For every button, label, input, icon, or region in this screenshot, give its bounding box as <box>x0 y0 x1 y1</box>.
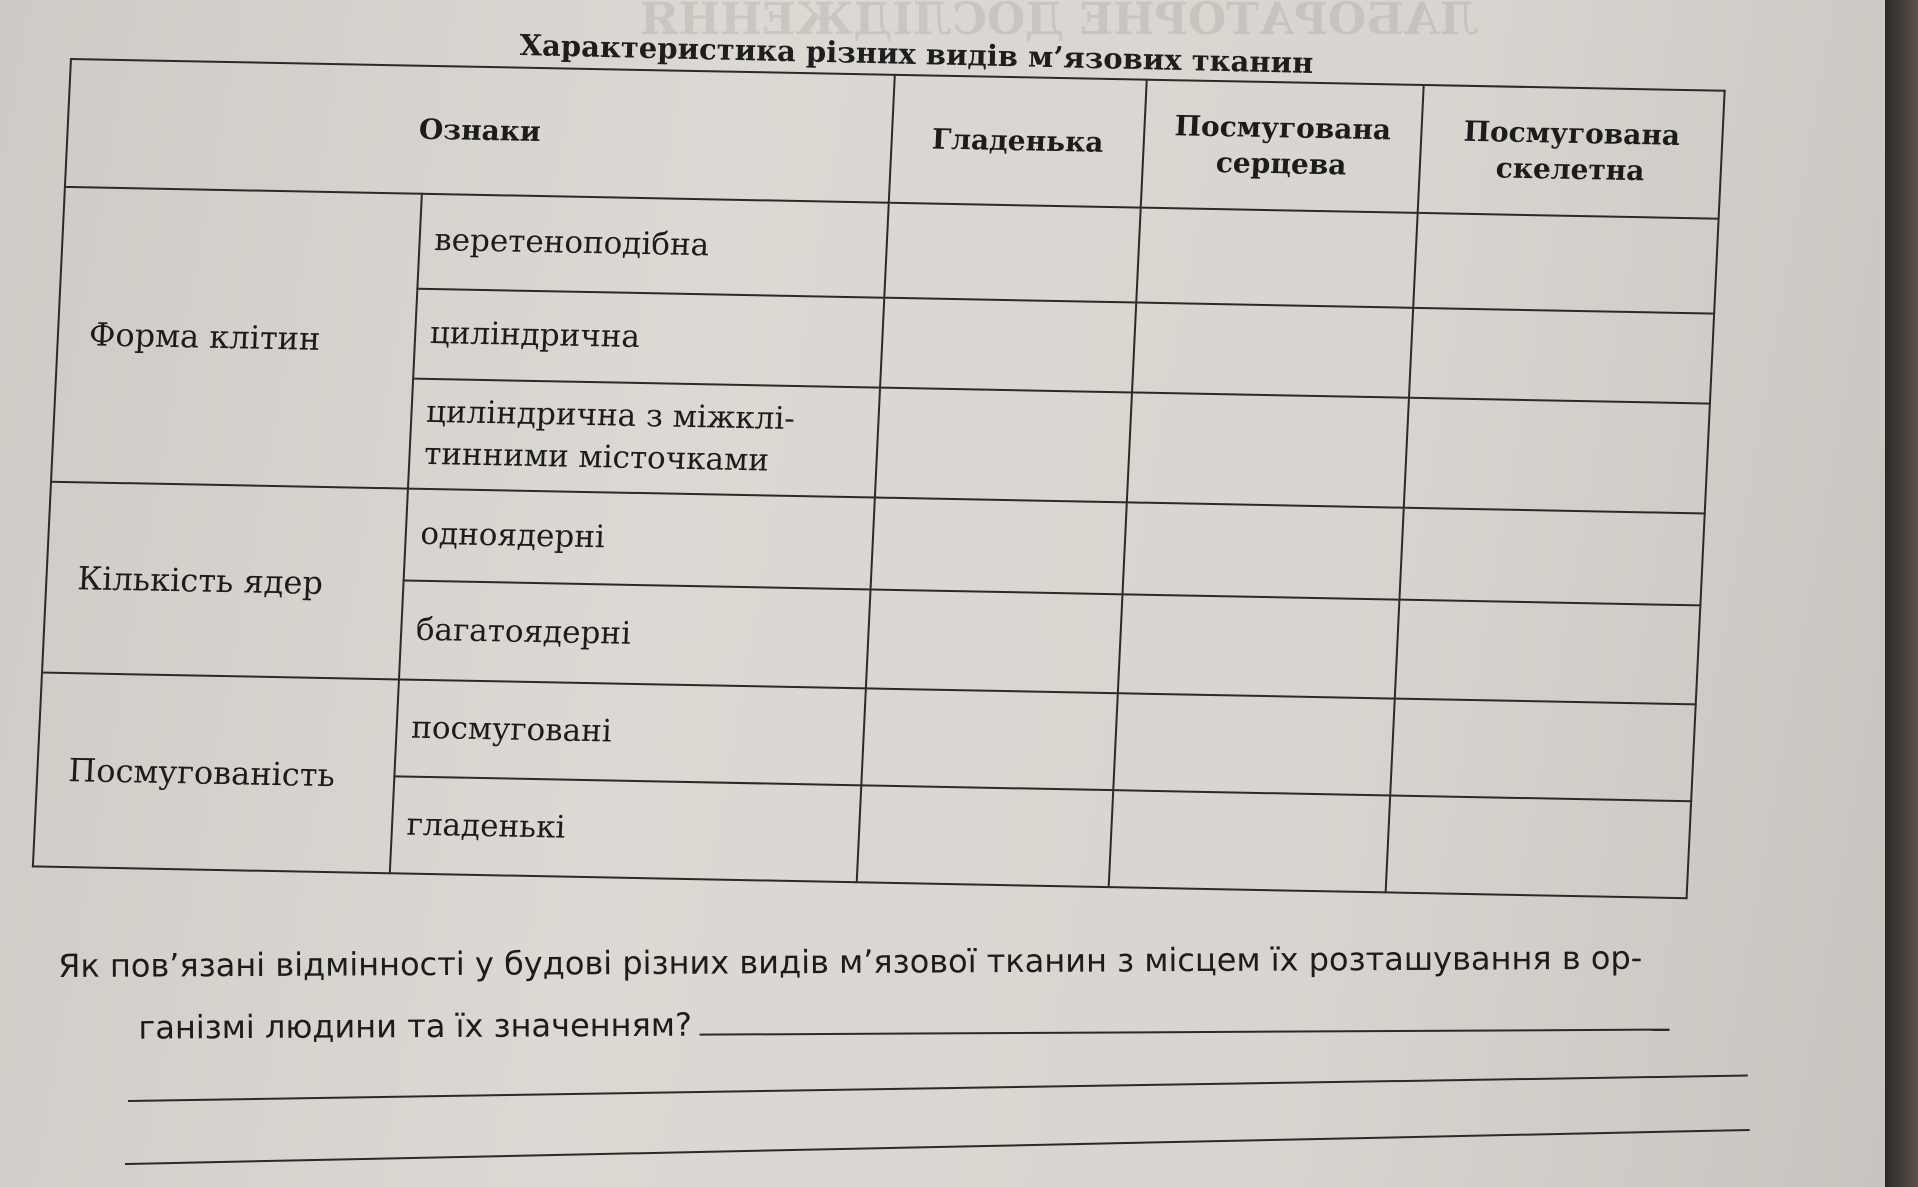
answer-cell[interactable] <box>880 297 1136 392</box>
muscle-tissue-table <box>32 58 1726 899</box>
group-cell-shape: Форма клітин <box>51 187 421 488</box>
answer-cell[interactable] <box>1385 796 1691 899</box>
answer-cell[interactable] <box>1127 392 1409 507</box>
answer-cell[interactable] <box>1390 699 1696 802</box>
header-cardiac: Посмугована серцева <box>1141 80 1424 213</box>
answer-cell[interactable] <box>1413 213 1719 313</box>
group-cell-nuclei: Кількість ядер <box>42 481 408 679</box>
header-smooth: Гладенька <box>889 75 1147 208</box>
answer-line[interactable] <box>128 1075 1748 1102</box>
answer-cell[interactable] <box>857 785 1114 887</box>
answer-cell[interactable] <box>1403 398 1709 513</box>
row-label: посмуговані <box>394 680 866 786</box>
answer-cell[interactable] <box>884 203 1140 302</box>
row-label: циліндрична <box>413 288 884 387</box>
book-spine-shadow <box>1885 0 1918 1187</box>
answer-cell[interactable] <box>1409 307 1715 403</box>
answer-cell[interactable] <box>861 689 1118 791</box>
row-label: гладенькі <box>389 776 861 882</box>
question-line-2: ганізмі людини та їх значенням? <box>138 1005 693 1047</box>
answer-cell[interactable] <box>1122 502 1403 600</box>
answer-cell[interactable] <box>866 590 1123 694</box>
row-label: циліндрична з міжклі-тинними місточками <box>408 379 880 498</box>
answer-cell[interactable] <box>1394 600 1700 705</box>
row-label: веретеноподібна <box>417 194 889 298</box>
answer-cell[interactable] <box>1132 302 1413 398</box>
header-features: Ознаки <box>65 59 895 203</box>
answer-blank-inline[interactable] <box>700 999 1670 1036</box>
group-cell-striation: Посмугованість <box>33 673 399 873</box>
answer-cell[interactable] <box>875 388 1132 502</box>
question-line-2-wrap <box>58 988 1758 1059</box>
bleed-through-text: ЛАБОРАТОРНЕ ДОСЛІДЖЕННЯ <box>640 0 1479 45</box>
answer-cell[interactable] <box>1113 694 1394 796</box>
header-skeletal: Посмугована скелетна <box>1417 85 1724 219</box>
answer-cell[interactable] <box>1109 790 1390 892</box>
row-label: багатоядерні <box>399 581 871 689</box>
answer-cell[interactable] <box>1136 208 1417 308</box>
table-container <box>32 58 1726 899</box>
row-label: одноядерні <box>403 488 875 589</box>
answer-line[interactable] <box>125 1129 1750 1165</box>
answer-cell[interactable] <box>1118 595 1399 699</box>
table-title: Характеристика різних видів м’язових тканин <box>519 28 1314 81</box>
question-line-1: Як пов’язані відмінності у будові різних видів м’язової тканин з місцем їх розташування в ор- <box>58 938 1643 985</box>
question-text <box>58 926 1759 1059</box>
answer-cell[interactable] <box>1399 507 1705 605</box>
answer-cell[interactable] <box>870 497 1126 594</box>
